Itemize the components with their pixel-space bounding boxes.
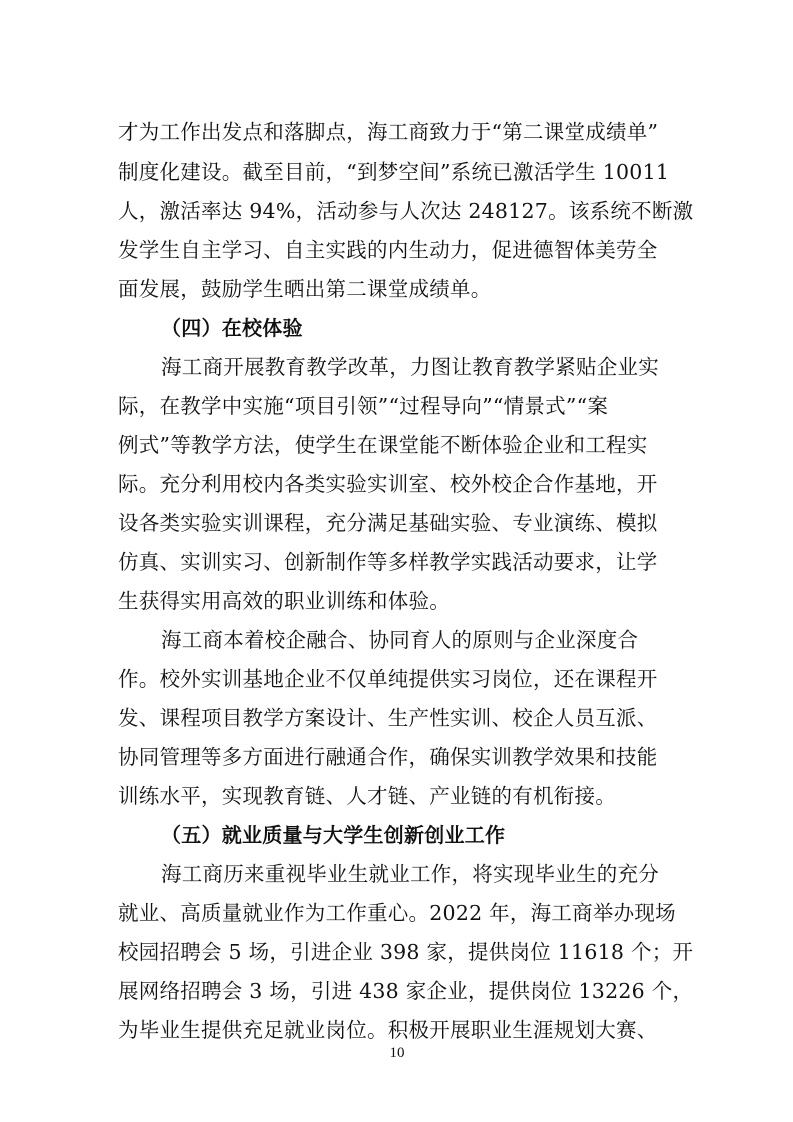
paragraph4-line-1: 海工商历来重视毕业生就业工作，将实现毕业生的充分 xyxy=(161,862,659,886)
paragraph4-line-2: 就业、高质量就业作为工作重心。2022 年，海工商举办现场 xyxy=(118,901,676,925)
paragraph1-line-5: 面发展，鼓励学生晒出第二课堂成绩单。 xyxy=(118,277,492,301)
paragraph1-line-4: 发学生自主学习、自主实践的内生动力，促进德智体美劳全 xyxy=(118,238,658,262)
page-number: 10 xyxy=(389,1045,405,1061)
paragraph1-line-1: 才为工作出发点和落脚点，海工商致力于“第二课堂成绩单” xyxy=(118,120,659,144)
section-heading-5: （五）就业质量与大学生创新创业工作 xyxy=(161,823,506,847)
paragraph2-line-1: 海工商开展教育教学改革，力图让教育教学紧贴企业实 xyxy=(161,355,659,379)
paragraph2-line-6: 仿真、实训实习、创新制作等多样教学实践活动要求，让学 xyxy=(118,550,658,574)
paragraph3-line-3: 发、课程项目教学方案设计、生产性实训、校企人员互派、 xyxy=(118,706,658,730)
paragraph2-line-3: 例式”等教学方法，使学生在课堂能不断体验企业和工程实 xyxy=(118,433,648,457)
paragraph3-line-2: 作。校外实训基地企业不仅单纯提供实习岗位，还在课程开 xyxy=(118,667,658,691)
paragraph1-line-3: 人，激活率达 94%，活动参与人次达 248127。该系统不断激 xyxy=(118,199,694,223)
paragraph4-line-3: 校园招聘会 5 场，引进企业 398 家，提供岗位 11618 个；开 xyxy=(118,940,694,964)
paragraph3-line-4: 协同管理等多方面进行融通合作，确保实训教学效果和技能 xyxy=(118,745,658,769)
section-heading-4: （四）在校体验 xyxy=(161,316,303,340)
paragraph3-line-1: 海工商本着校企融合、协同育人的原则与企业深度合 xyxy=(161,628,639,652)
paragraph2-line-7: 生获得实用高效的职业训练和体验。 xyxy=(118,589,450,613)
paragraph2-line-5: 设各类实验实训课程，充分满足基础实验、专业演练、模拟 xyxy=(118,511,658,535)
paragraph2-line-2: 际，在教学中实施“项目引领”“过程导向”“情景式”“案 xyxy=(118,394,609,418)
paragraph3-line-5: 训练水平，实现教育链、人才链、产业链的有机衔接。 xyxy=(118,784,616,808)
paragraph4-line-5: 为毕业生提供充足就业岗位。积极开展职业生涯规划大赛、 xyxy=(118,1018,658,1042)
paragraph1-line-2: 制度化建设。截至目前，“到梦空间”系统已激活学生 10011 xyxy=(118,160,670,184)
paragraph2-line-4: 际。充分利用校内各类实验实训室、校外校企合作基地，开 xyxy=(118,472,658,496)
paragraph4-line-4: 展网络招聘会 3 场，引进 438 家企业，提供岗位 13226 个， xyxy=(118,979,694,1003)
